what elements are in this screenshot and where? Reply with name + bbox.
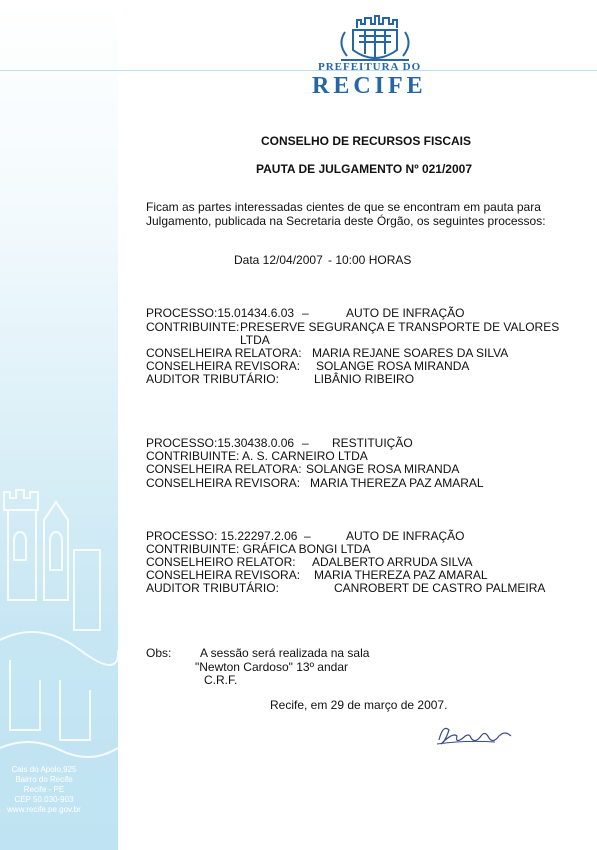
session-time: - 10:00 HORAS — [328, 253, 412, 267]
obs-line-1: A sessão será realizada na sala — [200, 646, 370, 660]
process-1-relator-name: MARIA REJANE SOARES DA SILVA — [312, 346, 509, 360]
process-3-auditor-name: CANROBERT DE CASTRO PALMEIRA — [334, 581, 546, 595]
recife-wordmark: RECIFE — [312, 73, 427, 99]
process-2-revisor-label: CONSELHEIRA REVISORA: — [146, 476, 301, 490]
address-line: Bairro do Recife — [15, 775, 73, 784]
intro-line-2: Julgamento, publicada na Secretaria deste Órgão, os seguintes processos: — [146, 214, 546, 228]
prefeitura-label: PREFEITURA DO — [318, 61, 422, 73]
obs-label: Obs: — [146, 646, 172, 660]
session-date: Data 12/04/2007 — [234, 253, 323, 267]
process-1-contrib-label: CONTRIBUINTE: — [146, 320, 240, 334]
header-divider — [0, 70, 597, 71]
process-2-revisor-name: MARIA THEREZA PAZ AMARAL — [310, 476, 484, 490]
address-line: CEP 50.030-903 — [14, 795, 74, 804]
process-1-number: PROCESSO:15.01434.6.03 — [146, 306, 295, 320]
handwritten-signature — [435, 722, 515, 748]
process-1-type: AUTO DE INFRAÇÃO — [346, 306, 465, 320]
process-3-dash: – — [304, 529, 311, 543]
skyline-watermark — [0, 480, 118, 800]
process-1-dash: – — [302, 306, 309, 320]
process-3-revisor-name: MARIA THEREZA PAZ AMARAL — [314, 568, 488, 582]
process-3-number: PROCESSO: 15.22297.2.06 — [146, 529, 298, 543]
process-1-auditor-label: AUDITOR TRIBUTÁRIO: — [146, 372, 279, 386]
process-3-contributor: CONTRIBUINTE: GRÁFICA BONGI LTDA — [146, 542, 371, 556]
process-3-revisor-label: CONSELHEIRA REVISORA: — [146, 568, 301, 582]
process-1-revisor-name: SOLANGE ROSA MIRANDA — [316, 359, 470, 373]
process-3-relator-label: CONSELHEIRO RELATOR: — [146, 555, 296, 569]
process-1-relator-label: CONSELHEIRA RELATORA: — [146, 346, 302, 360]
obs-line-2: "Newton Cardoso" 13º andar — [195, 660, 348, 674]
process-1-contrib-line-2: LTDA — [240, 333, 270, 347]
website-link[interactable]: www.recife.pe.gov.br — [7, 805, 81, 814]
obs-line-3: C.R.F. — [204, 673, 238, 687]
city-coat-of-arms-logo — [335, 10, 415, 66]
process-3-type: AUTO DE INFRAÇÃO — [346, 529, 465, 543]
address-block — [4, 765, 84, 815]
process-2-contributor: CONTRIBUINTE: A. S. CARNEIRO LTDA — [146, 449, 368, 463]
process-2-relator-name: SOLANGE ROSA MIRANDA — [306, 462, 460, 476]
process-2-relator-label: CONSELHEIRA RELATORA: — [146, 462, 302, 476]
pauta-title: PAUTA DE JULGAMENTO Nº 021/2007 — [256, 162, 472, 176]
council-title: CONSELHO DE RECURSOS FISCAIS — [261, 134, 472, 148]
process-2-type: RESTITUIÇÃO — [332, 436, 413, 450]
process-2-dash: – — [302, 436, 309, 450]
process-1-auditor-name: LIBÂNIO RIBEIRO — [314, 372, 415, 386]
intro-line-1: Ficam as partes interessadas cientes de que se encontram em pauta para — [146, 200, 541, 214]
process-3-relator-name: ADALBERTO ARRUDA SILVA — [312, 555, 473, 569]
process-1-revisor-label: CONSELHEIRA REVISORA: — [146, 359, 301, 373]
process-1-contrib-line-1: PRESERVE SEGURANÇA E TRANSPORTE DE VALORES — [240, 320, 560, 334]
process-2-number: PROCESSO:15.30438.0.06 — [146, 436, 295, 450]
address-line: Recife - PE — [23, 785, 65, 794]
process-3-auditor-label: AUDITOR TRIBUTÁRIO: — [146, 581, 279, 595]
address-line: Cais do Apolo,925 — [11, 765, 77, 774]
closing-date: Recife, em 29 de março de 2007. — [270, 698, 448, 712]
